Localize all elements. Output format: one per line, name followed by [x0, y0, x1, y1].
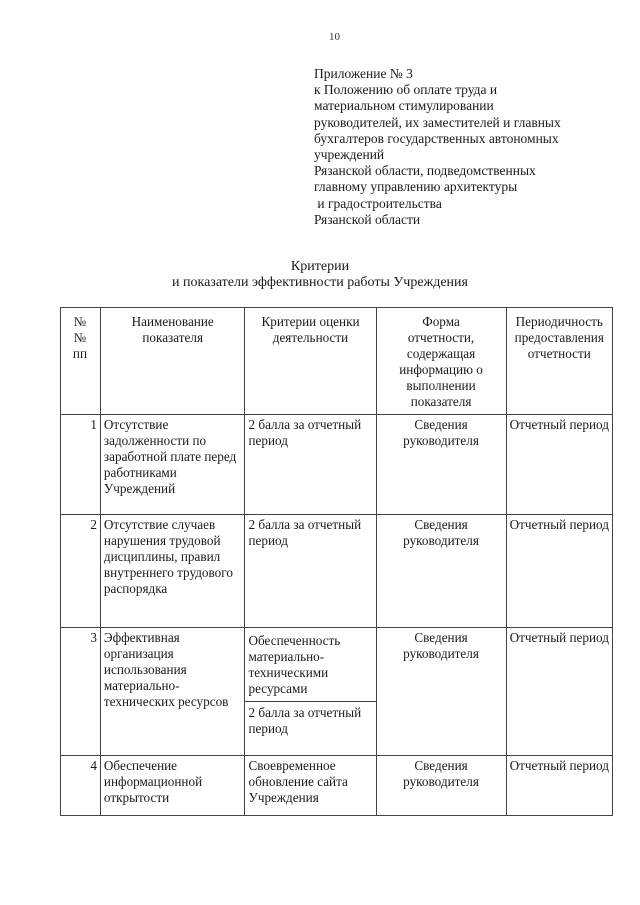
appendix-line: материальном стимулировании — [314, 98, 494, 114]
row-criteria: 2 балла за отчетный период — [245, 415, 376, 515]
title-line-2: и показатели эффективности работы Учреждения — [172, 275, 468, 290]
row-name: Отсутствие случаев нарушения трудовой дисциплины, правил внутреннего трудового распорядка — [100, 515, 245, 628]
appendix-line: бухгалтеров государственных автономных — [314, 130, 559, 146]
header-name: Наименование показателя — [100, 308, 245, 415]
title-line-1: Критерии — [290, 259, 350, 274]
appendix-line: главному управлению архитектуры — [314, 179, 518, 195]
row-criteria-bottom: 2 балла за отчетный период — [248, 705, 362, 736]
header-period: Периодичность предоставления отчетности — [506, 308, 612, 415]
header-num: № № пп — [61, 308, 101, 415]
document-title — [0, 259, 640, 291]
row-num: 4 — [61, 756, 101, 816]
appendix-line: учреждений — [314, 147, 385, 163]
table-row — [61, 415, 613, 515]
row-period: Отчетный период — [506, 515, 612, 628]
row-period: Отчетный период — [506, 756, 612, 816]
appendix-line: руководителей, их заместителей и главных — [314, 114, 561, 130]
appendix-line: к Положению об оплате труда и — [314, 82, 498, 98]
row-criteria-top: Обеспеченность материально-техническими ресурсами — [245, 628, 375, 702]
criteria-table — [60, 307, 613, 816]
appendix-line: Рязанской области — [314, 211, 421, 227]
row-num: 2 — [61, 515, 101, 628]
row-form: Сведения руководителя — [376, 628, 506, 756]
table-row — [61, 628, 613, 756]
table-row — [61, 756, 613, 816]
row-criteria-split — [245, 628, 376, 756]
row-name: Обеспечение информационной открытости — [100, 756, 245, 816]
row-form: Сведения руководителя — [376, 756, 506, 816]
row-name: Отсутствие задолженности по заработной плате перед работниками Учреждений — [100, 415, 245, 515]
appendix-block — [314, 66, 630, 228]
header-form: Форма отчетности, содержащая информацию о выполнении показателя — [376, 308, 506, 415]
table-row — [61, 515, 613, 628]
row-num: 3 — [61, 628, 101, 756]
row-period: Отчетный период — [506, 415, 612, 515]
row-period: Отчетный период — [506, 628, 612, 756]
row-form: Сведения руководителя — [376, 515, 506, 628]
appendix-line: Рязанской области, подведомственных — [314, 163, 536, 179]
header-criteria: Критерии оценки деятельности — [245, 308, 376, 415]
row-num: 1 — [61, 415, 101, 515]
row-criteria: Своевременное обновление сайта Учреждения — [245, 756, 376, 816]
row-criteria: 2 балла за отчетный период — [245, 515, 376, 628]
appendix-line: и градостроительства — [314, 195, 442, 211]
page-number: 10 — [329, 31, 340, 43]
table-header-row — [61, 308, 613, 415]
appendix-line: Приложение № 3 — [314, 66, 413, 81]
row-name: Эффективная организация использования материально-технических ресурсов — [100, 628, 245, 756]
row-form: Сведения руководителя — [376, 415, 506, 515]
